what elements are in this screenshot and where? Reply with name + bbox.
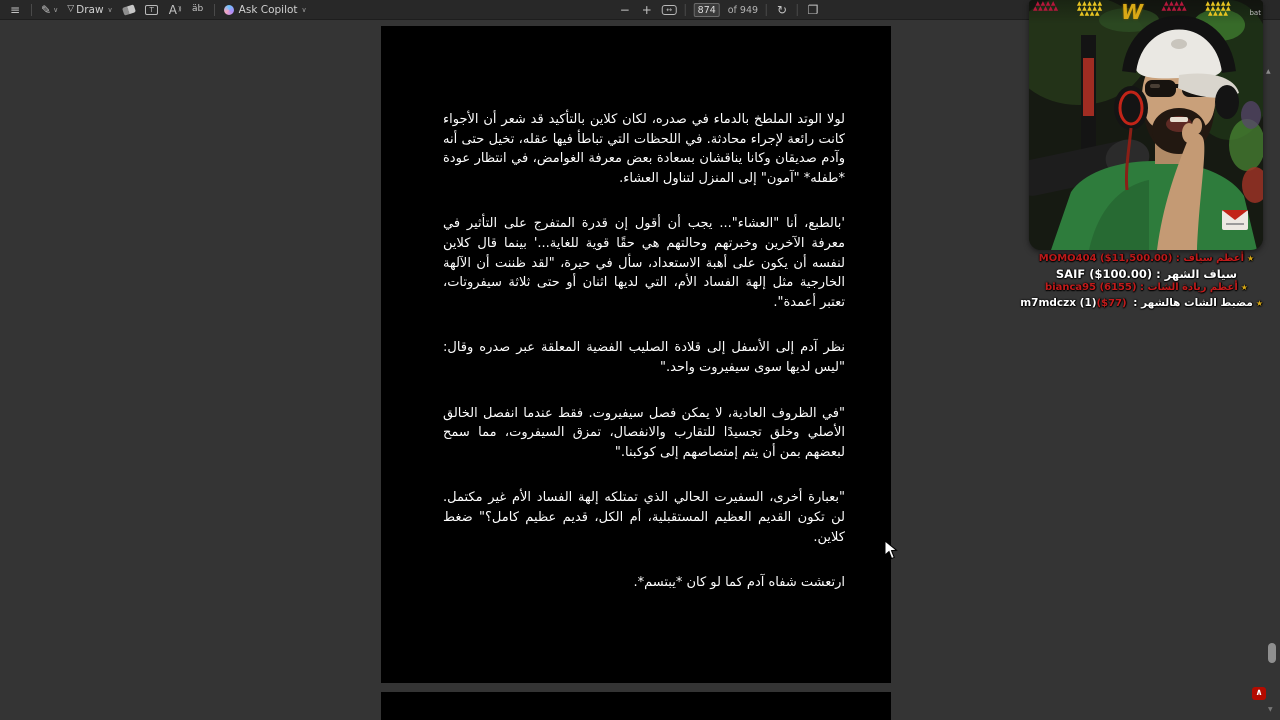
mouse-cursor — [884, 540, 898, 560]
rotate-button[interactable] — [775, 2, 789, 18]
paragraph: نظر آدم إلى الأسفل إلى قلادة الصليب الفضية المعلقة عبر صدره وقال: "ليس لديها سوى سيفيروت واحد." — [443, 340, 845, 375]
chevron-down-icon: ∨ — [53, 5, 59, 14]
zoom-in-button[interactable]: + — [641, 3, 652, 17]
pen-icon: ✎ — [41, 2, 52, 17]
paragraph: "في الظروف العادية، لا يمكن فصل سيفيروت. فقط عندما انفصل الخالق الأصلي وخلق تجسيدًا للتقارب والانفصال، تمزق السيفروت، مما سمح لبعضهم بمن أن يتم إمتصاصهم إلى كوكبنا." — [443, 405, 845, 460]
chat-mvp-line: ★مضبط الشات هالشهر : m7mdczx (1)($77) — [1020, 296, 1263, 309]
draw-button[interactable] — [67, 2, 112, 18]
read-aloud-button[interactable] — [168, 2, 182, 18]
streamer-video — [1029, 0, 1263, 250]
toolbar-left-group — [0, 2, 307, 18]
draw-icon: ▽ — [67, 4, 75, 14]
stream-logo: W — [1121, 0, 1144, 24]
table-of-contents-icon[interactable]: ≡ — [9, 2, 21, 17]
badge-icon: ★ — [1247, 254, 1255, 263]
text-box-icon: T — [145, 5, 158, 15]
pattern-yellow: ▲▲▲▲▲ ▲▲▲▲▲ ▲▲▲▲ — [1077, 0, 1103, 17]
pattern-red: ▲▲▲▲ ▲▲▲▲▲ — [1033, 0, 1059, 12]
pdf-page-current — [381, 26, 891, 683]
toolbar-divider — [797, 4, 798, 16]
toolbar-divider — [31, 4, 32, 16]
eraser-icon — [122, 4, 136, 15]
copilot-icon — [224, 5, 234, 15]
chevron-down-icon: ∨ — [301, 5, 307, 14]
pattern-yellow: ▲▲▲▲▲ ▲▲▲▲▲ ▲▲▲▲ — [1205, 0, 1232, 17]
spellout-button[interactable] — [191, 2, 205, 18]
document-text — [381, 110, 891, 593]
acrobat-icon[interactable]: ∧ — [1252, 687, 1266, 700]
page-number-input[interactable] — [694, 3, 720, 17]
page-view-button[interactable] — [806, 2, 820, 18]
badge-icon: ★ — [1255, 298, 1263, 308]
toolbar-divider — [685, 4, 686, 16]
scrollbar-down-arrow[interactable]: ▼ — [1268, 706, 1273, 713]
draw-label: Draw — [76, 3, 104, 16]
zoom-out-button[interactable]: − — [619, 3, 630, 17]
spellout-icon: äb — [192, 4, 204, 14]
webcam-header-pattern — [1029, 0, 1263, 24]
eraser-button[interactable] — [122, 2, 136, 18]
paragraph: 'بالطبع، أنا "العشاء"... يجب أن أقول إن قدرة المتفرج على التأثير في معرفة الآخرين وخبرتهم وحالتهم هي حقًا قوية للغاية...' بينما قال كلاين لنفسه أن يكون على أهبة الاستعداد، سأل في حيرة، "لقد ظننت أن الآلهة الخارجية مثل إلهة الفساد الأم، التي لديها اثنان أو حتى ثلاثة سيفروتات، تعتبر أعمدة". — [443, 216, 845, 310]
chat-corner-label: bat — [1249, 9, 1261, 17]
donor-of-month-line: سياف الشهر : SAIF ($100.00) — [1055, 266, 1238, 281]
rotate-icon: ↻ — [777, 3, 788, 17]
chevron-down-icon: ∨ — [107, 5, 113, 14]
sound-wave-icon: )) — [177, 6, 181, 13]
stream-stats — [1020, 252, 1263, 311]
paragraph: لولا الوتد الملطخ بالدماء في صدره، لكان كلاين بالتأكيد قد شعر أن الأجواء كانت رائعة لإجراء محادثة. في اللحظات التي تباطأ فيها عقله، تخيل حتى أنه وآدم صديقان وكانا يناقشان بسعادة بعض معرفة الغوامض، في انتظار عودة *طفله* "آمون" إلى المنزل لتناول العشاء. — [443, 112, 845, 186]
page-view-icon: ❐ — [807, 3, 819, 17]
ask-copilot-button[interactable] — [224, 2, 307, 18]
add-text-button[interactable] — [145, 2, 159, 18]
scrollbar-up-arrow[interactable]: ▲ — [1266, 68, 1271, 75]
scrollbar-thumb[interactable] — [1268, 643, 1276, 663]
fit-to-width-button[interactable] — [662, 2, 677, 18]
badge-icon: ★ — [1240, 283, 1248, 292]
pdf-page-next — [381, 692, 891, 720]
ask-copilot-label: Ask Copilot — [238, 3, 298, 16]
toolbar-divider — [214, 4, 215, 16]
highlight-pen-button[interactable] — [41, 2, 58, 18]
paragraph: "بعبارة أخرى، السفيرت الحالي الذي تمتلكه إلهة الفساد الأم غير مكتمل. لن تكون القديم العظيم المستقبلية، أم الكل، قديم عظيم كامل؟" ضغط كلاين. — [443, 490, 845, 545]
pattern-red: ▲▲▲▲ ▲▲▲▲▲ — [1161, 0, 1188, 12]
top-chat-leader-line: ★أعظم ريادة الشات : bianca95 (6155) — [1045, 282, 1248, 293]
chat-mvp-amount: ($77) — [1096, 297, 1127, 309]
top-donor-line: ★أعظم سياف : MOMO404 ($11,500.00) — [1038, 253, 1255, 264]
page-total-label: of 949 — [727, 4, 759, 16]
read-aloud-icon: A — [168, 2, 177, 17]
toolbar-divider — [766, 4, 767, 16]
toolbar-center-group — [618, 0, 820, 20]
paragraph: ارتعشت شفاه آدم كما لو كان *يبتسم*. — [633, 575, 845, 591]
webcam-overlay — [1029, 0, 1263, 250]
fit-width-icon: ↔ — [662, 5, 677, 15]
